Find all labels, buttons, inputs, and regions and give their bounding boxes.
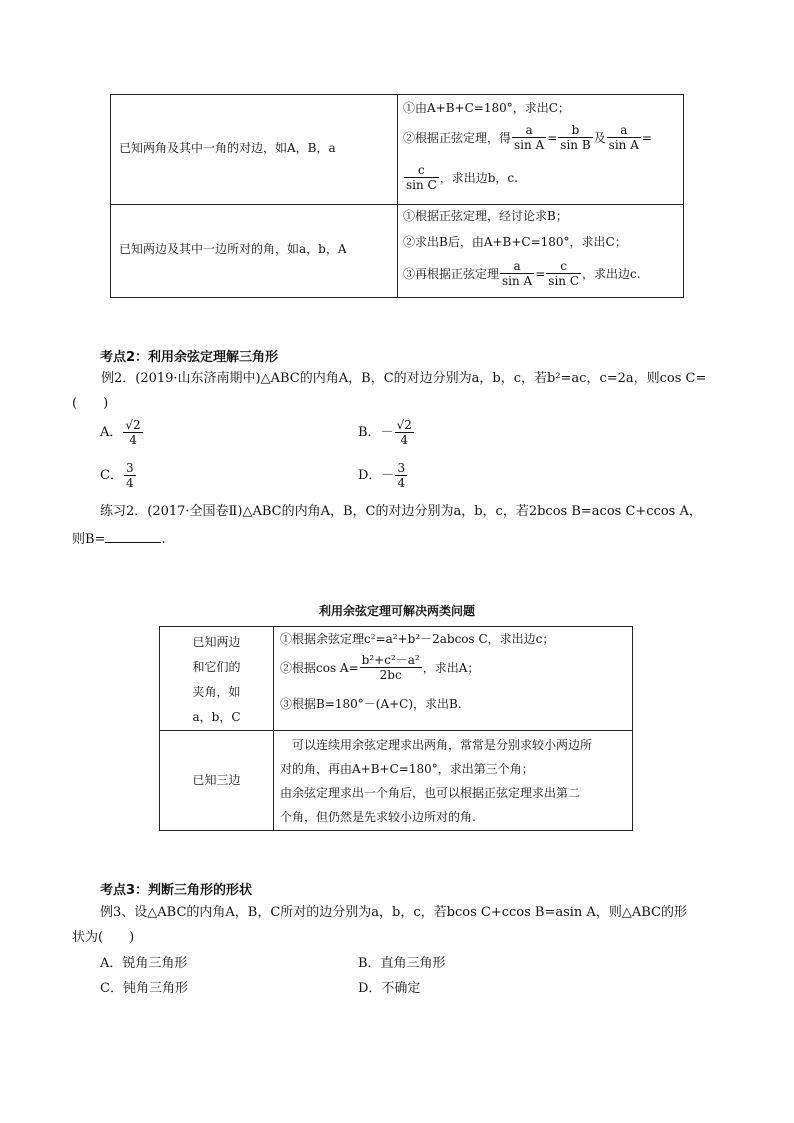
fraction: $\frac{3}{4}$ bbox=[397, 461, 406, 490]
fraction: $\frac{b}{\text{sin B}}$ bbox=[560, 123, 591, 152]
cosine-law-table bbox=[159, 626, 633, 831]
table-cell-case2: 已知三边 bbox=[192, 773, 241, 787]
table-cell-step: ③再根据正弦定理 $\frac{a}{\text{sin A}}$ = $\frac{c}{\text{sin C}}$ ，求出边c. bbox=[403, 259, 641, 288]
step-text: ，求出边c. bbox=[582, 266, 641, 281]
fraction: $\frac{a}{\text{sin A}}$ bbox=[608, 123, 639, 152]
practice-question: 练习2．(2017·全国卷Ⅱ)△ABC的内角A，B，C的对边分别为a，b，c，若2bcos B=acos C+ccos A， bbox=[100, 504, 702, 519]
section-heading: 考点2：利用余弦定理解三角形 bbox=[100, 350, 279, 365]
table-cell-step: ①根据余弦定理c²=a²+b²－2abcos C，求出边c； bbox=[280, 632, 555, 646]
option-a: A．锐角三角形 bbox=[100, 956, 188, 971]
table-cell-step: ③根据B=180°－(A+C)，求出B. bbox=[280, 697, 462, 711]
answer-blank[interactable] bbox=[105, 530, 161, 543]
equals-sign: = bbox=[547, 130, 558, 145]
table-divider bbox=[273, 627, 274, 830]
table-divider bbox=[160, 730, 632, 731]
conjunction: 及 bbox=[593, 130, 606, 145]
table-cell-step: ②根据cos A= $\frac{\text{b²+c²－a²}}{2bc}$ ，求出A； bbox=[280, 653, 480, 682]
table-cell-step: ①由A+B+C=180°，求出C； bbox=[403, 101, 570, 115]
option-a: A． $\frac{√2}{4}$ bbox=[100, 418, 141, 447]
table-cell-case1: 已知两角及其中一角的对边，如A，B，a bbox=[119, 141, 336, 155]
fraction: $\frac{√2}{4}$ bbox=[396, 418, 412, 447]
option-b: B．直角三角形 bbox=[358, 956, 446, 971]
fraction: $\frac{\text{b²+c²－a²}}{2bc}$ bbox=[361, 653, 420, 682]
fraction: $\frac{3}{4}$ bbox=[125, 461, 134, 490]
fraction: $\frac{a}{\text{sin A}}$ bbox=[502, 259, 533, 288]
equals-sign: = bbox=[641, 130, 652, 145]
example-question: 例2．(2019·山东济南期中)△ABC的内角A，B，C的对边分别为a，b，c，若b²=ac，c=2a，则cos C= bbox=[101, 371, 707, 386]
table-cell-step bbox=[403, 123, 652, 152]
practice-question-cont: 则B= . bbox=[72, 532, 166, 547]
option-c: C． $\frac{3}{4}$ bbox=[100, 461, 134, 490]
step-text: ，求出边b，c. bbox=[439, 170, 518, 185]
step-text: ③再根据正弦定理 bbox=[403, 266, 500, 281]
table-divider bbox=[397, 95, 398, 297]
option-b: B．－ $\frac{√2}{4}$ bbox=[358, 418, 412, 447]
sine-law-table bbox=[110, 94, 684, 298]
table-divider bbox=[111, 204, 683, 205]
table-cell-case1: 已知两边 和它们的 夹角，如 a，b，C bbox=[192, 635, 241, 724]
step-text: ②根据正弦定理，得 bbox=[403, 130, 512, 145]
table-title: 利用余弦定理可解决两类问题 bbox=[318, 604, 475, 618]
table-cell-case2: 已知两边及其中一边所对的角，如a，b，A bbox=[119, 242, 347, 256]
table-cell-step bbox=[403, 163, 518, 192]
option-d: D．－ $\frac{3}{4}$ bbox=[358, 461, 406, 490]
example-question-cont: 状为( ) bbox=[72, 930, 135, 945]
fraction: $\frac{√2}{4}$ bbox=[125, 418, 141, 447]
table-cell-explanation: 可以连续用余弦定理求出两角，常常是分别求较小两边所 对的角，再由A+B+C=180°，求出第三个角； 由余弦定理求出一个角后，也可以根据正弦定理求出第二 个角，但仍然是先求较小边所对的角. bbox=[280, 738, 593, 824]
example-question: 例3、设△ABC的内角A，B，C所对的边分别为a，b，c，若bcos C+ccos B=asin A，则△ABC的形 bbox=[100, 905, 687, 920]
fraction: $\frac{c}{\text{sin C}}$ bbox=[548, 259, 580, 288]
section-heading: 考点3：判断三角形的形状 bbox=[100, 883, 253, 898]
option-c: C．钝角三角形 bbox=[100, 981, 188, 996]
answer-bracket: ( ) bbox=[72, 396, 109, 411]
table-cell-step: ①根据正弦定理，经讨论求B； bbox=[403, 209, 568, 223]
option-d: D．不确定 bbox=[358, 981, 421, 996]
fraction: $\frac{c}{\text{sin C}}$ bbox=[406, 163, 437, 192]
fraction: $\frac{a}{\text{sin A}}$ bbox=[514, 123, 545, 152]
table-cell-step: ②求出B后，由A+B+C=180°，求出C； bbox=[403, 235, 627, 249]
